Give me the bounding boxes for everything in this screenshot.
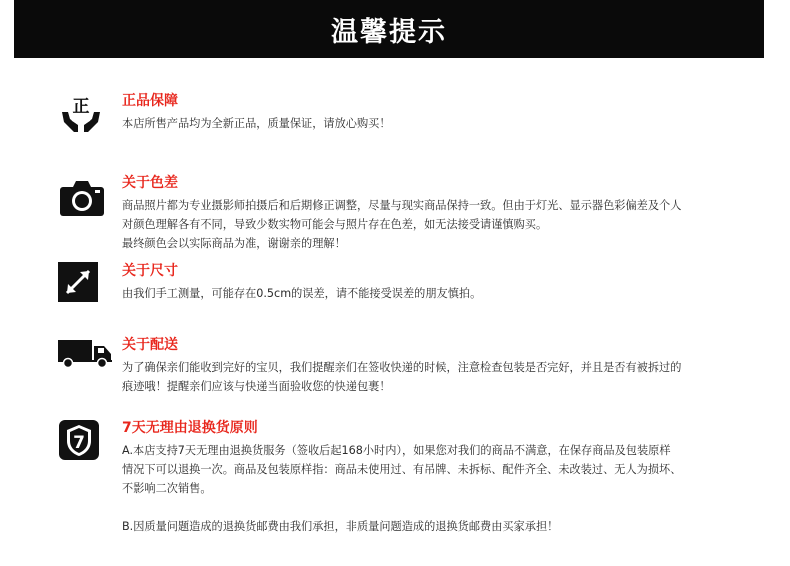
section-text-line: 对颜色理解各有不同，导致少数实物可能会与照片存在色差，如无法接受请谨慎购买。 [122,218,548,231]
section-title: 关于配送 [122,337,178,353]
section-text-line: B.因质量问题造成的退换货邮费由我们承担，非质量问题造成的退换货邮费由买家承担！ [122,520,559,533]
section-text-line: 本店所售产品均为全新正品，质量保证，请放心购买！ [122,117,391,130]
section-text-line: 情况下可以退换一次。商品及包装原样指：商品未使用过、有吊牌、未拆标、配件齐全、未改装过、无人为损坏、 [122,463,682,476]
page-title: 温馨提示 [331,16,447,48]
section-text-line: 痕迹哦！提醒亲们应该与快递当面验收您的快递包裹！ [122,380,391,393]
spacer [122,498,748,517]
section-text-line: 由我们手工测量，可能存在0.5cm的误差，请不能接受误差的朋友慎拍。 [122,287,482,300]
section-text-line: 不影响二次销售。 [122,482,212,495]
seven-day-shield-icon [58,419,100,461]
header-banner [14,0,764,58]
section-text-line: A.本店支持7天无理由退换货服务（签收后起168小时内），如果您对我们的商品不满意，在保存商品及包装原样 [122,444,671,457]
section-title: 正品保障 [122,93,178,109]
camera-icon [58,178,106,218]
zheng-glyph: 正 [72,97,90,117]
seven-glyph: 7 [73,433,85,453]
section-text-line: 为了确保亲们能收到完好的宝贝，我们提醒亲们在签收快递的时候，注意检查包装是否完好，并且是否有被拆过的 [122,361,682,374]
section-title: 关于尺寸 [122,263,178,279]
section-title: 关于色差 [122,175,178,191]
resize-arrow-icon [58,262,98,302]
section-text-line: 最终颜色会以实际商品为准，谢谢亲的理解！ [122,237,346,250]
section-title: 7天无理由退换货原则 [122,420,258,436]
section-text-line: 商品照片都为专业摄影师拍摄后和后期修正调整，尽量与现实商品保持一致。但由于灯光、显示器色彩偏差及个人 [122,199,682,212]
hands-holding-zheng-icon [58,92,104,138]
delivery-truck-icon [58,338,112,368]
